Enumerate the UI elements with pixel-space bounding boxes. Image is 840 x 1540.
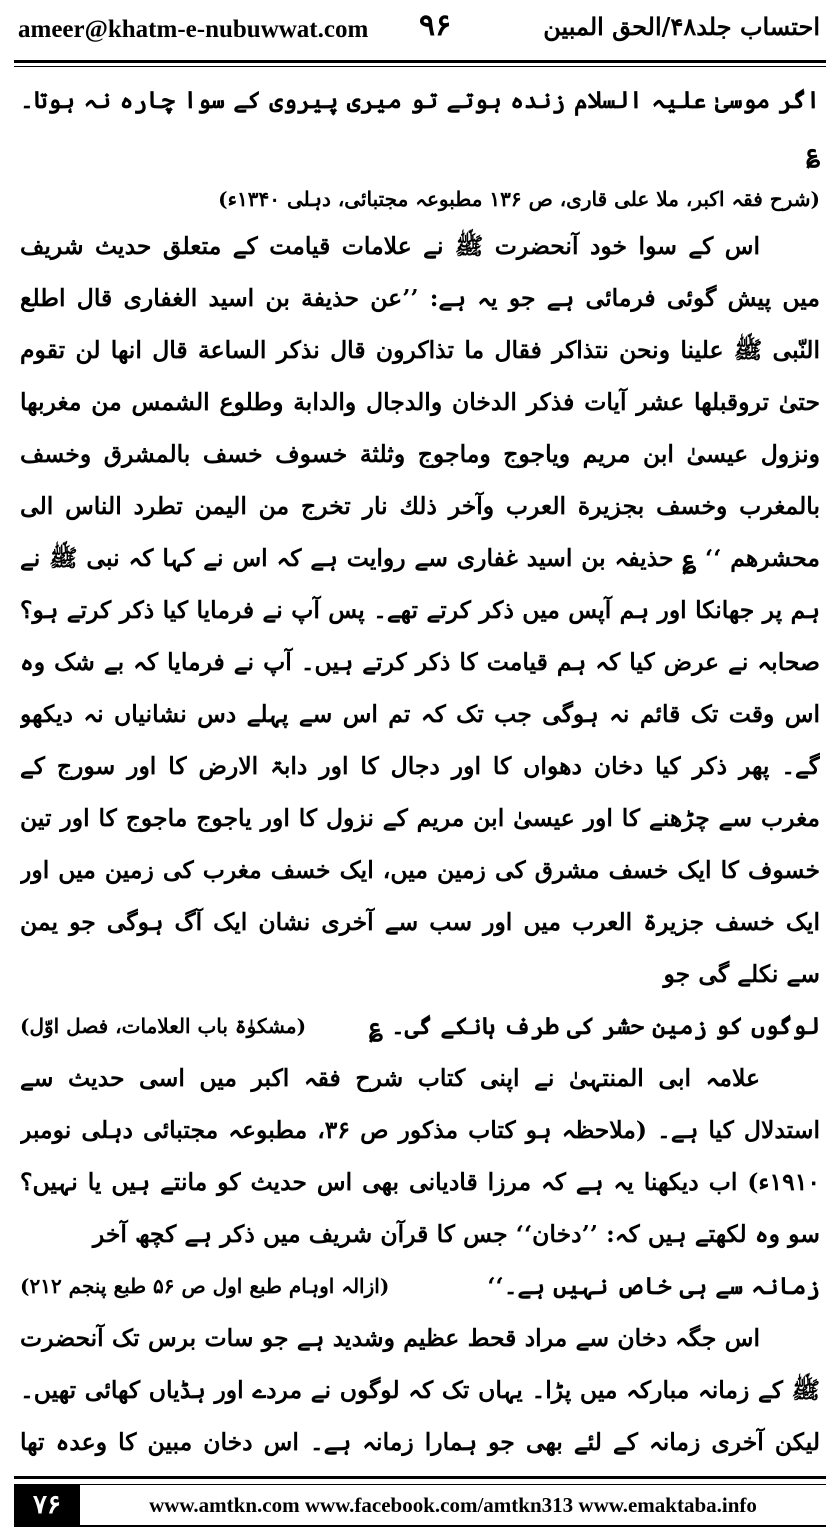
header-rule (14, 60, 826, 63)
footer-bar (14, 1484, 826, 1527)
paragraph-2-last: لوگوں کو زمین حشر کی طرف ہانکے گی۔ ؏ (369, 1012, 820, 1040)
paragraph-1: اگر موسیٰ علیہ السلام زندہ ہوتے تو میری پیروی کے سوا چارہ نہ ہوتا۔ ؏ (20, 86, 820, 166)
page-body (20, 74, 820, 1469)
paragraph-2: اس کے سوا خود آنحضرت ﷺ نے علامات قیامت کے متعلق حدیث شریف میں پیش گوئی فرمائی ہے جو یہ ہے: ’’عن حذیفة بن اسید الغفاری قال اطلع النّبی ﷺ علینا ونحن نتذاکر فقال ما تذاکرون قال نذکر الساعة قال انها لن تقوم حتیٰ تروقبلها عشر آیات فذکر الدخان والدجال والدابة وطلوع الشمس من مغربها ونزول عیسیٰ ابن مریم ویاجوج وماجوج وثلثة خسوف خسف بالمشرق وخسف بالمغرب وخسف بجزیرة العرب وآخر ذلك نار تخرج من الیمن تطرد الناس الی محشرهم ‘‘ ؏ حذیفہ بن اسید غفاری سے روایت ہے کہ اس نے کہا کہ نبی ﷺ نے ہم پر جھانکا اور ہم آپس میں ذکر کرتے تھے۔ پس آپ نے فرمایا کیا ذکر کرتے ہو؟ صحابہ نے عرض کیا کہ ہم قیامت کا ذکر کرتے ہیں۔ آپ نے فرمایا کہ بے شک وہ اس وقت تک قائم نہ ہوگی جب تک کہ تم اس سے پہلے دس نشانیاں نہ دیکھو گے۔ پھر ذکر کیا دخان دھواں کا اور دجال کا اور دابۃ الارض کا اور سورج کے مغرب سے چڑھنے کا اور عیسیٰ ابن مریم کے نزول کا اور یاجوج ماجوج کا اور تین خسوف کا ایک خسف مشرق کی زمین میں، ایک خسف مغرب کی زمین میں اور ایک خسف جزیرۃ العرب میں اور سب سے آخری نشان ایک آگ ہوگی جو یمن سے نکلے گی جو (20, 232, 820, 988)
header-book-title: احتساب جلد۴۸/الحق المبین (543, 12, 820, 41)
paragraph-2-reference: (مشکوٰۃ باب العلامات، فصل اوّل) (20, 1014, 307, 1038)
header-email: ameer@khatm-e-nubuwwat.com (18, 16, 369, 43)
paragraph-1-reference: (شرح فقہ اکبر، ملا علی قاری، ص ۱۳۶ مطبوعہ مجتبائی، دہلی ۱۳۴۰ء) (218, 187, 820, 211)
footer-links: www.amtkn.com www.facebook.com/amtkn313 www.emaktaba.info (149, 1492, 757, 1517)
paragraph-3-reference: (ازالہ اوہام طبع اول ص ۵۶ طبع پنجم ۲۱۲) (20, 1274, 390, 1298)
page-header (14, 6, 826, 60)
footer-page-number: ۷۶ (14, 1485, 80, 1525)
paragraph-2-closing-line (20, 1000, 820, 1052)
paragraph-3: علامہ ابی المنتہیٰ نے اپنی کتاب شرح فقہ اکبر میں اسی حدیث سے استدلال کیا ہے۔ (ملاحظہ ہو کتاب مذکور ص ۳۶، مطبوعہ مجتبائی دہلی نومبر ۱۹۱۰ء) اب دیکھنا یہ ہے کہ مرزا قادیانی بھی اس حدیث کو مانتے ہیں یا نہیں؟ سو وہ لکھتے ہیں کہ: ’’دخان‘‘ جس کا قرآن شریف میں ذکر ہے کچھ آخر (20, 1064, 820, 1248)
header-rule-thin (14, 66, 826, 67)
footer-rule (14, 1476, 826, 1479)
page-footer (14, 1476, 826, 1528)
paragraph-4: اس جگہ دخان سے مراد قحط عظیم وشدید ہے جو سات برس تک آنحضرت ﷺ کے زمانہ مبارکہ میں پڑا۔ یہاں تک کہ لوگوں نے مردے اور ہڈیاں کھائی تھیں۔ لیکن آخری زمانہ کے لئے بھی جو ہمارا زمانہ ہے۔ اس دخان مبین کا وعدہ تھا (20, 1324, 820, 1456)
header-page-number: ۹۶ (419, 8, 452, 43)
paragraph-3-closing-line (20, 1260, 820, 1312)
paragraph-3-last: زمانہ سے ہی خاص نہیں ہے۔‘‘ (487, 1272, 820, 1300)
